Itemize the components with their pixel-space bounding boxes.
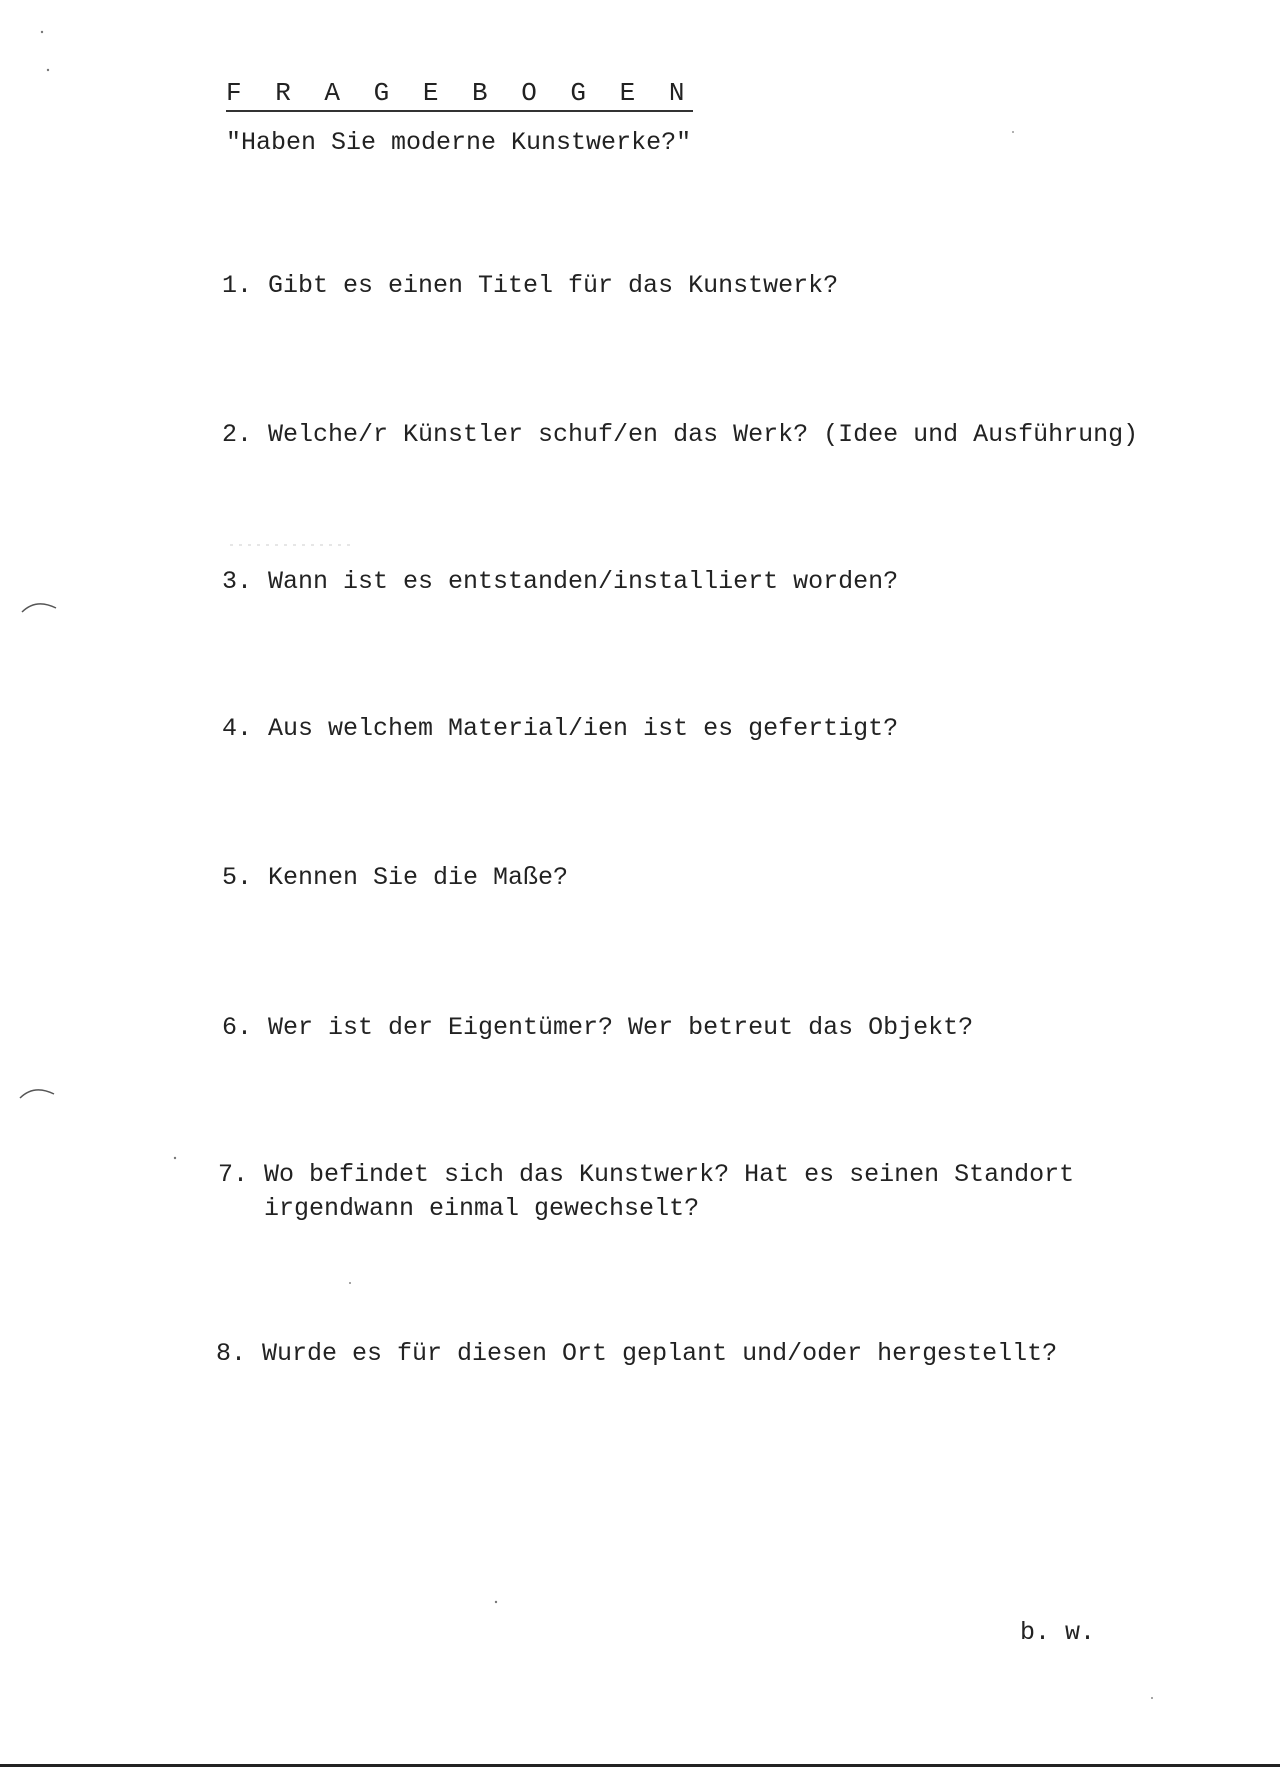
question-text: Wo befindet sich das Kunstwerk? Hat es seinen Standort: [264, 1160, 1075, 1189]
question-number: 7.: [218, 1160, 249, 1189]
question-text: Welche/r Künstler schuf/en das Werk? (Idee und Ausführung): [268, 420, 1139, 449]
question-number: 3.: [222, 567, 253, 596]
question-text: Aus welchem Material/ien ist es gefertigt?: [268, 714, 899, 743]
speck: [1151, 1697, 1153, 1699]
question-2: [222, 418, 1138, 452]
question-4: [222, 712, 898, 746]
question-3: [222, 565, 898, 599]
question-number: 8.: [216, 1339, 247, 1368]
speck: [1012, 131, 1014, 133]
speck: [174, 1157, 176, 1159]
question-6: [222, 1011, 973, 1045]
question-5: [222, 861, 568, 895]
punch-hole-mark-upper: [22, 604, 56, 612]
question-text-continuation: irgendwann einmal gewechselt?: [264, 1194, 700, 1223]
question-8: [216, 1337, 1057, 1371]
question-number: 1.: [222, 271, 253, 300]
question-text: Wer ist der Eigentümer? Wer betreut das Objekt?: [268, 1013, 974, 1042]
document-subtitle: "Haben Sie moderne Kunstwerke?": [226, 128, 692, 157]
please-turn-over-note: b. w.: [1020, 1618, 1096, 1647]
speck: [41, 31, 43, 33]
question-text: Kennen Sie die Maße?: [268, 863, 569, 892]
question-number: 2.: [222, 420, 253, 449]
question-text: Wann ist es entstanden/installiert worden?: [268, 567, 899, 596]
speck: [47, 69, 49, 71]
speck: [495, 1601, 497, 1603]
question-text: Gibt es einen Titel für das Kunstwerk?: [268, 271, 839, 300]
question-text: Wurde es für diesen Ort geplant und/oder hergestellt?: [262, 1339, 1058, 1368]
question-7: [218, 1158, 1074, 1226]
punch-hole-mark-lower: [20, 1090, 54, 1098]
question-number: 4.: [222, 714, 253, 743]
question-number: 5.: [222, 863, 253, 892]
question-1: [222, 269, 838, 303]
speck: [349, 1282, 351, 1284]
document-title: F R A G E B O G E N: [226, 78, 693, 112]
scan-bottom-edge: [0, 1764, 1280, 1767]
question-number: 6.: [222, 1013, 253, 1042]
